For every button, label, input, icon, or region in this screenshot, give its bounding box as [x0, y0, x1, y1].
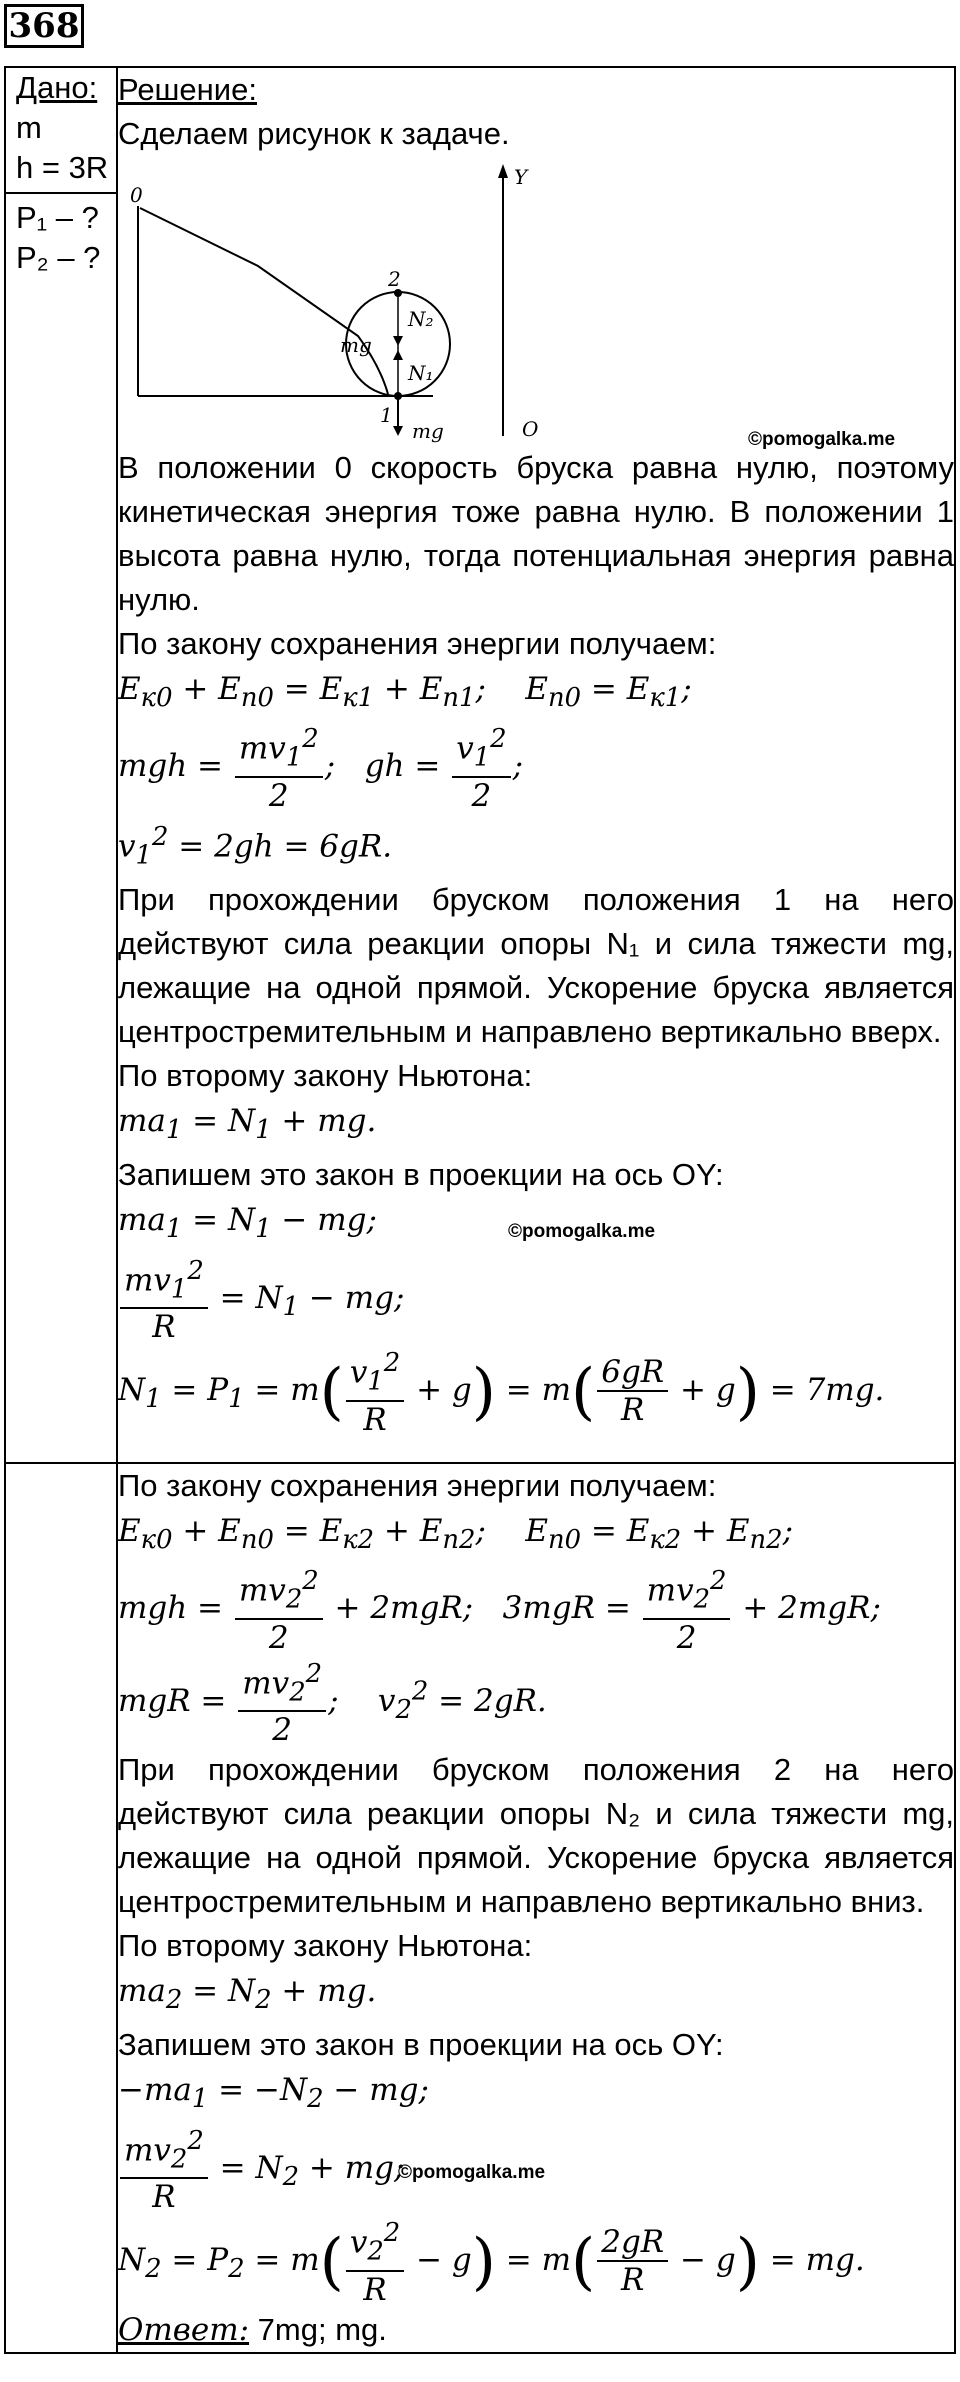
eq-v1: $v_1^2 = 2gh = 6gR$.: [118, 821, 393, 871]
label-pos1: 1: [380, 403, 393, 427]
given-column: [5, 67, 117, 1463]
eq-energy-1: $E_{к0} + E_{п0} = E_{к1} + E_{п1}$; $E_{п0} = E_{к1}$;: [118, 671, 692, 714]
eq-newton-2: $ma_2 = N_2$ + mg.: [118, 1973, 377, 2016]
given-title: Дано:: [16, 70, 98, 105]
given-height: h = 3R: [16, 150, 109, 185]
paragraph-1: В положении 0 скорость бруска равна нулю, поэтому кинетическая энергия тоже равна нулю. В положении 1 высота равна нулю, тогда потенциальная энергия равна нулю.: [118, 450, 954, 617]
eq-mgh-1: mgh = $\frac{mv_1^2}{2}$ ; gh = $\frac{v_1^2}{2}$ ;: [118, 721, 954, 814]
figure: [118, 156, 954, 450]
energy-law-text: По закону сохранения энергии получаем:: [118, 626, 717, 661]
given-mass: m: [16, 110, 42, 145]
answer-label: Ответ:: [118, 2311, 250, 2348]
problem-number: 368: [4, 4, 84, 48]
newton-law-text-1: По второму закону Ньютона:: [118, 1058, 533, 1094]
watermark: ©pomogalka.me: [748, 429, 896, 450]
solution-table: [4, 66, 956, 2354]
label-mg-below: mg: [412, 419, 444, 443]
eq-mgR: mgR = $\frac{mv_2^2}{2}$ ; $v_2^2 = 2gR$.: [118, 1656, 954, 1749]
label-pos0: 0: [130, 183, 143, 207]
paragraph-3: При прохождении бруском положения 2 на него действуют сила реакции опоры N₂ и сила тяжести mg, лежащие на одной прямой. Ускорение бруска является центростремительным и направлено вертикально вниз.: [118, 1752, 954, 1920]
eq-mgh-2: mgh = $\frac{mv_2^2}{2}$ + 2mgR; 3mgR = $\frac{mv_2^2}{2}$ + 2mgR;: [118, 1563, 954, 1656]
answer-value: 7mg; mg.: [257, 2311, 387, 2347]
energy-law-text-2: По закону сохранения энергии получаем:: [118, 1468, 717, 1503]
solution-title: Решение:: [118, 72, 257, 107]
eq-centripetal-1: $\frac{mv_1^2}{R}$ = $N_1$ − mg;: [118, 1253, 954, 1346]
newton-law-text-2: По второму закону Ньютона:: [118, 1928, 533, 1964]
eq-proj-2: $-ma_1 = -N_2$ − mg;: [118, 2072, 429, 2115]
paragraph-2: При прохождении бруском положения 1 на него действуют сила реакции опоры N₁ и сила тяжести mg, лежащие на одной прямой. Ускорение бруска является центростремительным и направлено вертикально вверх.: [118, 882, 954, 1050]
eq-newton-1: $ma_1 = N_1$ + mg.: [118, 1103, 377, 1146]
projection-text-1: Запишем это закон в проекции на ось OY:: [118, 1157, 724, 1193]
eq-centripetal-2: $\frac{mv_2^2}{R}$ = $N_2$ + mg; ©pomogalka.me: [118, 2123, 954, 2216]
eq-result-2: $N_2 = P_2 = m$( $\frac{v_2^2}{R}$ − g) = m( $\frac{2gR}{R}$ − g) = mg.: [118, 2215, 954, 2308]
label-n2: N₂: [408, 307, 434, 331]
given-divider: [6, 192, 116, 194]
solution-part-2: [117, 1463, 955, 2353]
eq-proj-1: $ma_1 = N_1$ − mg; ©pomogalka.me: [118, 1197, 954, 1252]
axis-o-label: O: [522, 417, 539, 441]
unknown-p2: P₂ – ?: [16, 240, 101, 275]
label-n1: N₁: [408, 361, 434, 385]
eq-energy-2: $E_{к0} + E_{п0} = E_{к2} + E_{п2}$; $E_{п0} = E_{к2} + E_{п2}$;: [118, 1513, 794, 1556]
label-mg-inside: mg: [340, 333, 372, 357]
watermark-2: ©pomogalka.me: [508, 1221, 656, 1243]
eq-result-1: $N_1 = P_1 = m$( $\frac{v_1^2}{R}$ + g) = m( $\frac{6gR}{R}$ + g) = 7mg.: [118, 1345, 954, 1438]
axis-y-label: Y: [514, 165, 528, 189]
watermark-3: ©pomogalka.me: [398, 2161, 546, 2183]
projection-text-2: Запишем это закон в проекции на ось OY:: [118, 2027, 724, 2063]
loop-diagram: [118, 156, 638, 446]
solution-intro: Сделаем рисунок к задаче.: [118, 116, 510, 151]
label-pos2: 2: [388, 267, 401, 291]
solution-part-1: [117, 67, 955, 1463]
answer: [118, 2308, 954, 2352]
unknown-p1: P₁ – ?: [16, 200, 99, 235]
given-column-2: [5, 1463, 117, 2353]
